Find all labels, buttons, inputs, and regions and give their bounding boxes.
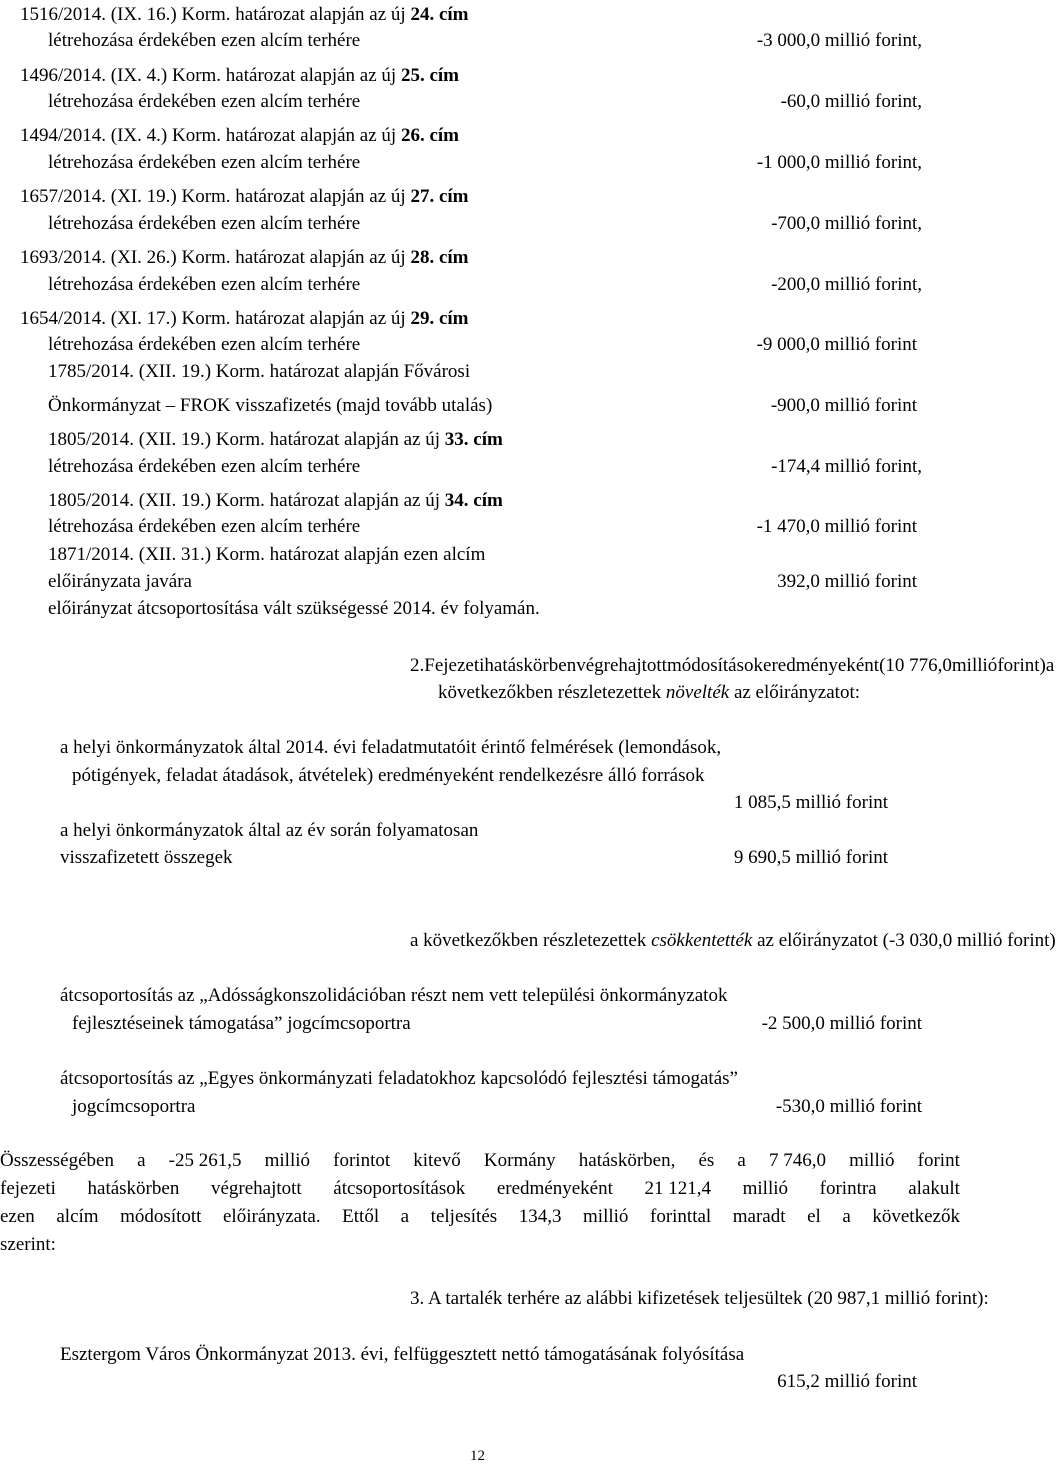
item-number: 25. <box>400 65 425 86</box>
decrease-item-1-amount: -2 500,0 millió forint <box>761 1013 922 1034</box>
item-cim: cím <box>429 125 459 146</box>
section-2-line1: 2. Fejezeti hatáskörben végrehajtott módosítások eredményeként (10 776,0 millió forint) a <box>410 655 1055 676</box>
increase-item-2-line2: visszafizetett összegek <box>60 847 233 868</box>
item-cim: cím <box>438 247 469 268</box>
decrease-item-2-amount: -530,0 millió forint <box>775 1096 922 1117</box>
item-number: 33. <box>444 429 469 450</box>
item-amount: -1 000,0 millió forint, <box>756 152 922 173</box>
item-line1: 1657/2014. (XI. 19.) Korm. határozat alapján az új 27. cím <box>20 186 469 207</box>
item-line1: 1496/2014. (IX. 4.) Korm. határozat alapján az új 25. cím <box>20 65 459 86</box>
item-cim: cím <box>473 490 503 511</box>
summary-line2: fejezeti hatáskörben végrehajtott átcsoportosítások eredményeként 21 121,4 millió forintra alakult <box>0 1178 960 1199</box>
item-amount: -900,0 millió forint <box>770 395 917 416</box>
closing-line: előirányzat átcsoportosítása vált szükségessé 2014. év folyamán. <box>48 598 540 619</box>
increase-item-2-amount: 9 690,5 millió forint <box>733 847 888 868</box>
item-line1: 1871/2014. (XII. 31.) Korm. határozat alapján ezen alcím <box>48 544 486 565</box>
item-amount: -700,0 millió forint, <box>771 213 922 234</box>
item-line2: létrehozása érdekében ezen alcím terhére <box>48 213 361 234</box>
item-number: 27. <box>410 186 435 207</box>
summary-line1: Összességében a -25 261,5 millió forintot kitevő Kormány hatáskörben, és a 7 746,0 millió forint <box>0 1150 960 1171</box>
decrease-item-1-line2: fejlesztéseinek támogatása” jogcímcsoportra <box>72 1013 411 1034</box>
item-line1: 1494/2014. (IX. 4.) Korm. határozat alapján az új 26. cím <box>20 125 459 146</box>
section-2-line2: következőkben részletezettek növelték az előirányzatot: <box>438 682 861 703</box>
item-line2: létrehozása érdekében ezen alcím terhére <box>48 152 361 173</box>
section-3-amount: 615,2 millió forint <box>777 1371 917 1392</box>
increase-item-1-amount: 1 085,5 millió forint <box>733 792 888 813</box>
item-line2: létrehozása érdekében ezen alcím terhére <box>48 91 361 112</box>
item-line1: 1805/2014. (XII. 19.) Korm. határozat alapján az új 34. cím <box>48 490 503 511</box>
increase-item-1-line2: pótigények, feladat átadások, átvételek) eredményeként rendelkezésre álló források <box>72 765 705 786</box>
item-amount: -3 000,0 millió forint, <box>756 30 922 51</box>
item-cim: cím <box>438 4 469 25</box>
item-number: 26. <box>400 125 425 146</box>
decrease-heading: a következőkben részletezettek csökkentették az előirányzatot (-3 030,0 millió forint) <box>410 930 1056 951</box>
item-amount: -200,0 millió forint, <box>771 274 922 295</box>
item-line1: 1785/2014. (XII. 19.) Korm. határozat alapján Fővárosi <box>48 361 471 382</box>
increase-item-2-line1: a helyi önkormányzatok által az év során folyamatosan <box>60 820 479 841</box>
section-3-item: Esztergom Város Önkormányzat 2013. évi, felfüggesztett nettó támogatásának folyósítása <box>60 1344 745 1365</box>
item-line2: létrehozása érdekében ezen alcím terhére <box>48 456 361 477</box>
item-cim: cím <box>438 186 469 207</box>
item-amount: -9 000,0 millió forint <box>756 334 917 355</box>
item-amount: -1 470,0 millió forint <box>756 516 917 537</box>
item-line1: 1805/2014. (XII. 19.) Korm. határozat alapján az új 33. cím <box>48 429 503 450</box>
item-line2: létrehozása érdekében ezen alcím terhére <box>48 274 361 295</box>
item-number: 34. <box>444 490 469 511</box>
item-line2: létrehozása érdekében ezen alcím terhére <box>48 516 361 537</box>
item-cim: cím <box>438 308 469 329</box>
item-line2: előirányzata javára <box>48 571 192 592</box>
item-number: 29. <box>410 308 435 329</box>
item-amount: 392,0 millió forint <box>777 571 917 592</box>
item-line1: 1693/2014. (XI. 26.) Korm. határozat alapján az új 28. cím <box>20 247 469 268</box>
decrease-item-2-line2: jogcímcsoportra <box>72 1096 196 1117</box>
item-line2: létrehozása érdekében ezen alcím terhére <box>48 334 361 355</box>
section-3-heading: 3. A tartalék terhére az alábbi kifizetések teljesültek (20 987,1 millió forint): <box>410 1288 989 1309</box>
item-line1: 1654/2014. (XI. 17.) Korm. határozat alapján az új 29. cím <box>20 308 469 329</box>
summary-line3: ezen alcím módosított előirányzata. Ettől a teljesítés 134,3 millió forinttal maradt el a következők <box>0 1206 960 1227</box>
decrease-item-2-line1: átcsoportosítás az „Egyes önkormányzati feladatokhoz kapcsolódó fejlesztési támogatás” <box>60 1068 738 1089</box>
item-cim: cím <box>429 65 459 86</box>
summary-line4: szerint: <box>0 1234 56 1255</box>
increase-item-1-line1: a helyi önkormányzatok által 2014. évi feladatmutatóit érintő felmérések (lemondások, <box>60 737 722 758</box>
item-number: 24. <box>410 4 435 25</box>
item-amount: -174,4 millió forint, <box>771 456 922 477</box>
item-amount: -60,0 millió forint, <box>780 91 922 112</box>
page-number: 12 <box>470 1448 485 1464</box>
item-number: 28. <box>410 247 435 268</box>
item-line2: létrehozása érdekében ezen alcím terhére <box>48 30 361 51</box>
item-cim: cím <box>473 429 503 450</box>
item-line2: Önkormányzat – FROK visszafizetés (majd tovább utalás) <box>48 395 493 416</box>
item-line1: 1516/2014. (IX. 16.) Korm. határozat alapján az új 24. cím <box>20 4 469 25</box>
decrease-item-1-line1: átcsoportosítás az „Adósságkonszolidációban részt nem vett települési önkormányzatok <box>60 985 728 1006</box>
